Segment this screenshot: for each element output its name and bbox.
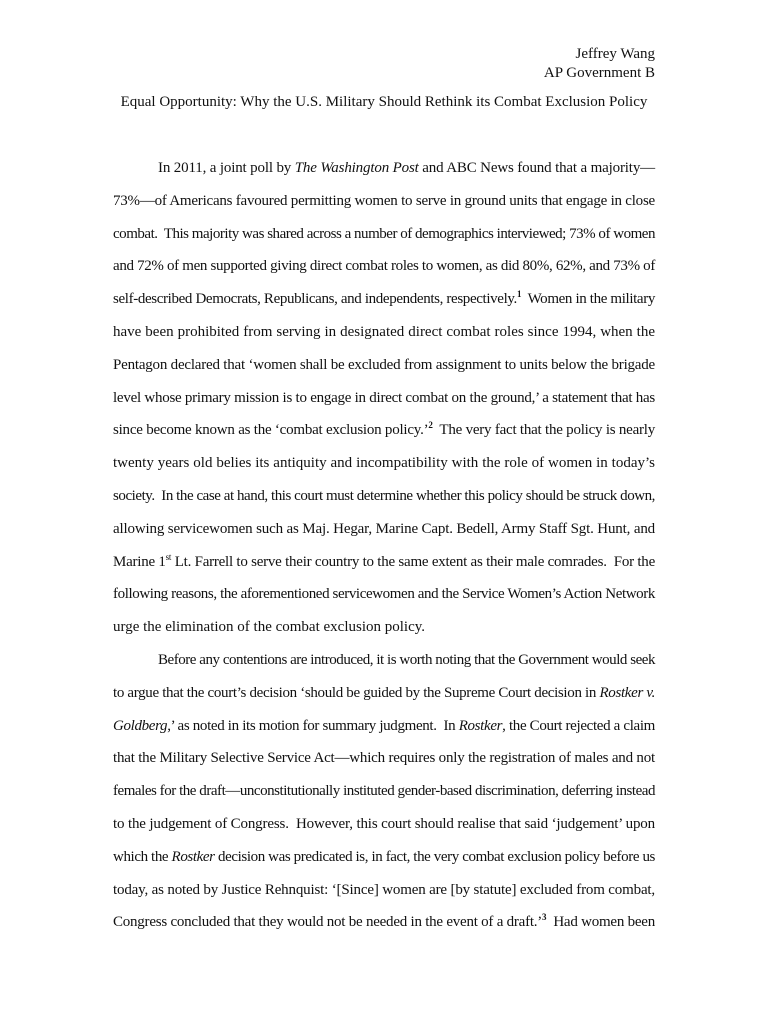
paragraph-1-line-11: society. In the case at hand, this court must determine whether this policy should be struck down, [113,487,655,504]
paragraph-2-line-1: Before any contentions are introduced, it is worth noting that the Government would seek [158,651,655,668]
paragraph-1-line-7: Pentagon declared that ‘women shall be excluded from assignment to units below the brigade [113,356,655,373]
text-segment: decision was predicated is, in fact, the very combat exclusion policy before us [214,848,655,865]
text-segment: The very fact that the policy is nearly [432,422,655,439]
paragraph-1-line-14: following reasons, the aforementioned servicewomen and the Service Women’s Action Network [113,586,655,603]
paragraph-1-line-1 [113,152,655,185]
paragraph-1-line-15: urge the elimination of the combat exclusion policy. [113,619,426,636]
text-segment: In 2011, a joint poll by [158,160,295,176]
paragraph-1-line-10: twenty years old belies its antiquity and incompatibility with the role of women in today’s [113,455,655,472]
text-segment: , the Court rejected a claim [502,717,655,734]
case-name: Goldberg [113,717,168,734]
essay-title: Equal Opportunity: Why the U.S. Military Should Rethink its Combat Exclusion Policy [120,94,648,110]
paragraph-2-line-2 [113,677,655,710]
text-segment: which the [113,848,172,865]
text-segment: Had women been [546,914,655,931]
text-segment: since become known as the ‘combat exclusion policy.’ [113,422,429,439]
footnote-marker: 2 [428,420,433,431]
text-segment: Marine 1 [113,553,166,570]
paragraph-2-line-5: females for the draft—unconstitutionally instituted gender-based discrimination, deferring instead [113,783,655,800]
paragraph-2-line-4: that the Military Selective Service Act—which requires only the registration of males and not [113,750,655,767]
essay-body [113,152,655,939]
text-segment: Women in the military [521,291,655,308]
paragraph-1-line-12: allowing servicewomen such as Maj. Hegar, Marine Capt. Bedell, Army Staff Sgt. Hunt, and [113,520,655,537]
footnote-marker: 3 [542,912,547,923]
text-segment: Lt. Farrell to serve their country to the same extent as their male comrades. For the [171,553,655,570]
case-name: Rostker [171,848,215,865]
paragraph-2-line-3 [113,710,655,743]
paragraph-2-line-9 [113,906,655,939]
paragraph-1-line-2: 73%—of Americans favoured permitting women to serve in ground units that engage in close [113,192,655,209]
paragraph-2-line-7 [113,841,655,874]
course-name: AP Government B [543,65,655,81]
paragraph-1-line-4: and 72% of men supported giving direct combat roles to women, as did 80%, 62%, and 73% of [113,258,655,275]
paragraph-1-line-6: have been prohibited from serving in designated direct combat roles since 1994, when the [113,323,655,340]
header-block [544,45,655,83]
case-name: Rostker [458,717,503,734]
case-name: Rostker v. [599,684,655,701]
text-segment: Congress concluded that they would not be needed in the event of a draft.’ [113,914,543,931]
text-segment: to argue that the court’s decision ‘should be guided by the Supreme Court decision in [113,684,600,701]
paragraph-1-line-3: combat. This majority was shared across a number of demographics interviewed; 73% of women [113,225,655,242]
footnote-marker: 1 [516,289,522,300]
paragraph-1-line-13 [113,546,655,579]
text-segment: and ABC News found that a majority— [418,160,655,176]
text-segment: ,’ as noted in its motion for summary judgment. In [167,717,459,734]
paragraph-1-line-9 [113,414,655,447]
paragraph-1-line-5 [113,283,655,316]
paragraph-2-line-6: to the judgement of Congress. However, this court should realise that said ‘judgement’ upon [113,815,655,832]
paragraph-2-line-8: today, as noted by Justice Rehnquist: ‘[Since] women are [by statute] excluded from combat, [113,881,655,898]
author-name: Jeffrey Wang [575,46,655,62]
text-segment: self-described Democrats, Republicans, and independents, respectively. [113,291,517,308]
publication-name: The Washington Post [294,160,419,176]
ordinal-suffix: st [165,551,172,562]
paragraph-1-line-8: level whose primary mission is to engage in direct combat on the ground,’ a statement that has [113,389,655,406]
